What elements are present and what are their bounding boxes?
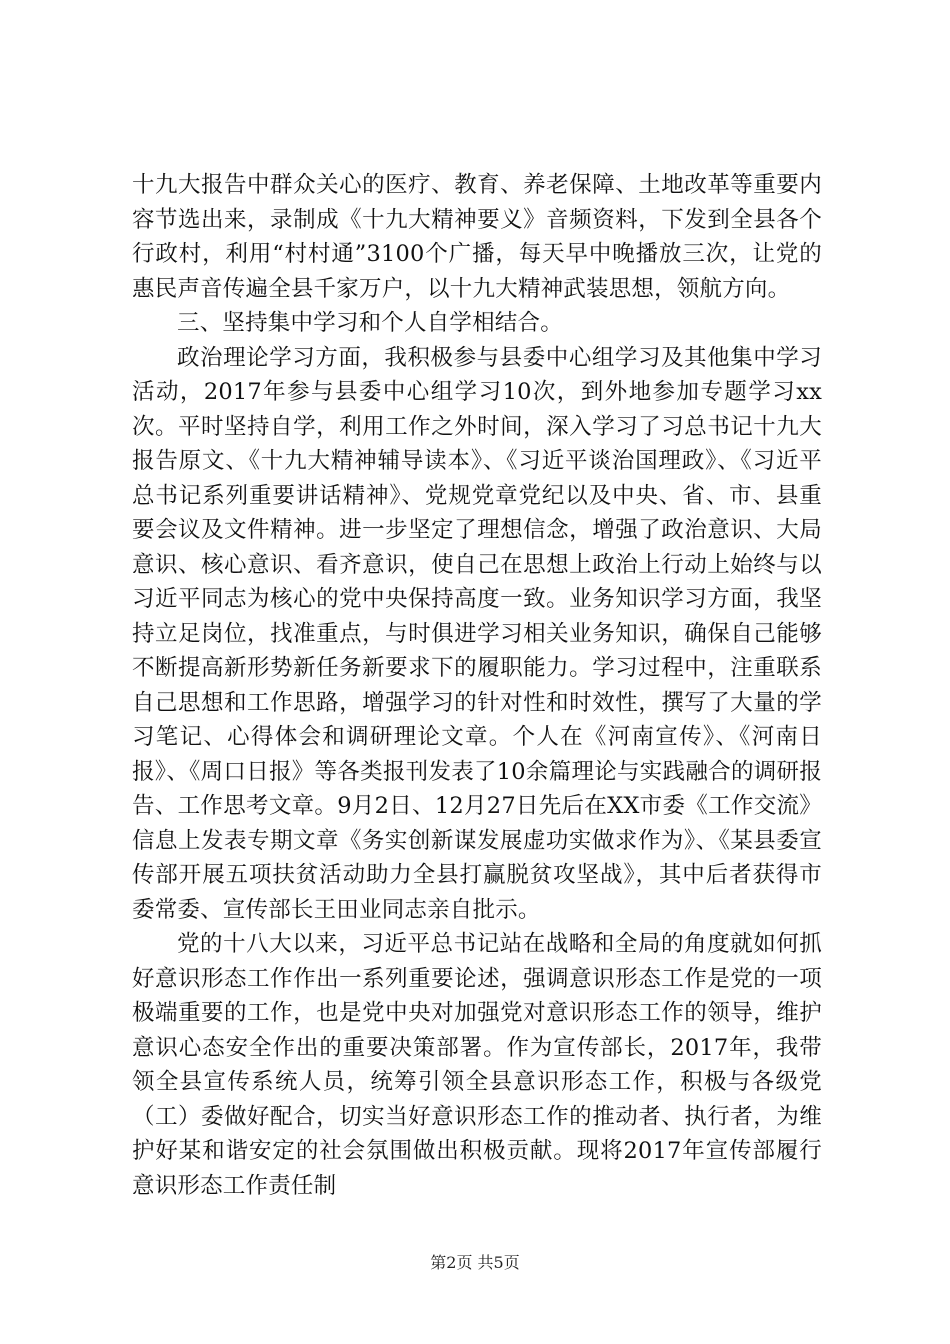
section-heading-three: 三、坚持集中学习和个人自学相结合。: [177, 310, 563, 336]
paragraph-study: 政治理论学习方面，我积极参与县委中心组学习及其他集中学习活动，2017年参与县委中心组学习10次，到外地参加专题学习xx次。平时坚持自学，利用工作之外时间，深入学习了习总书记十九大报告原文、《十九大精神辅导读本》、《习近平谈治国理政》、《习近平总书记系列重要讲话精神》、党规党章党纪以及中央、省、市、县重要会议及文件精神。进一步坚定了理想信念，增强了政治意识、大局意识、核心意识、看齐意识，使自己在思想上政治上行动上始终与以习近平同志为核心的党中央保持高度一致。业务知识学习方面，我坚持立足岗位，找准重点，与时俱进学习相关业务知识，确保自己能够不断提高新形势新任务新要求下的履职能力。学习过程中，注重联系自己思想和工作思路，增强学习的针对性和时效性，撰写了大量的学习笔记、心得体会和调研理论文章。个人在《河南宣传》、《河南日报》、《周口日报》等各类报刊发表了10余篇理论与实践融合的调研报告、工作思考文章。9月2日、12月27日先后在XX市委《工作交流》信息上发表专期文章《务实创新谋发展虚功实做求作为》、《某县委宣传部开展五项扶贫活动助力全县打赢脱贫攻坚战》，其中后者获得市委常委、宣传部长王田业同志亲自批示。: [132, 344, 822, 923]
paragraph-intro-continuation: 十九大报告中群众关心的医疗、教育、养老保障、土地改革等重要内容节选出来，录制成《十九大精神要义》音频资料，下发到全县各个行政村，利用“村村通”3100个广播，每天早中晚播放三次，让党的惠民声音传遍全县千家万户，以十九大精神武装思想，领航方向。: [132, 172, 822, 302]
paragraph-ideology: 党的十八大以来，习近平总书记站在战略和全局的角度就如何抓好意识形态工作作出一系列重要论述，强调意识形态工作是党的一项极端重要的工作，也是党中央对加强党对意识形态工作的领导，维护意识心态安全作出的重要决策部署。作为宣传部长，2017年，我带领全县宣传系统人员，统筹引领全县意识形态工作，积极与各级党（工）委做好配合，切实当好意识形态工作的推动者、执行者，为维护好某和谐安定的社会氛围做出积极贡献。现将2017年宣传部履行意识形态工作责任制: [132, 931, 822, 1199]
page-footer: 第2页 共5页: [430, 1253, 520, 1272]
document-body: [132, 168, 822, 1203]
